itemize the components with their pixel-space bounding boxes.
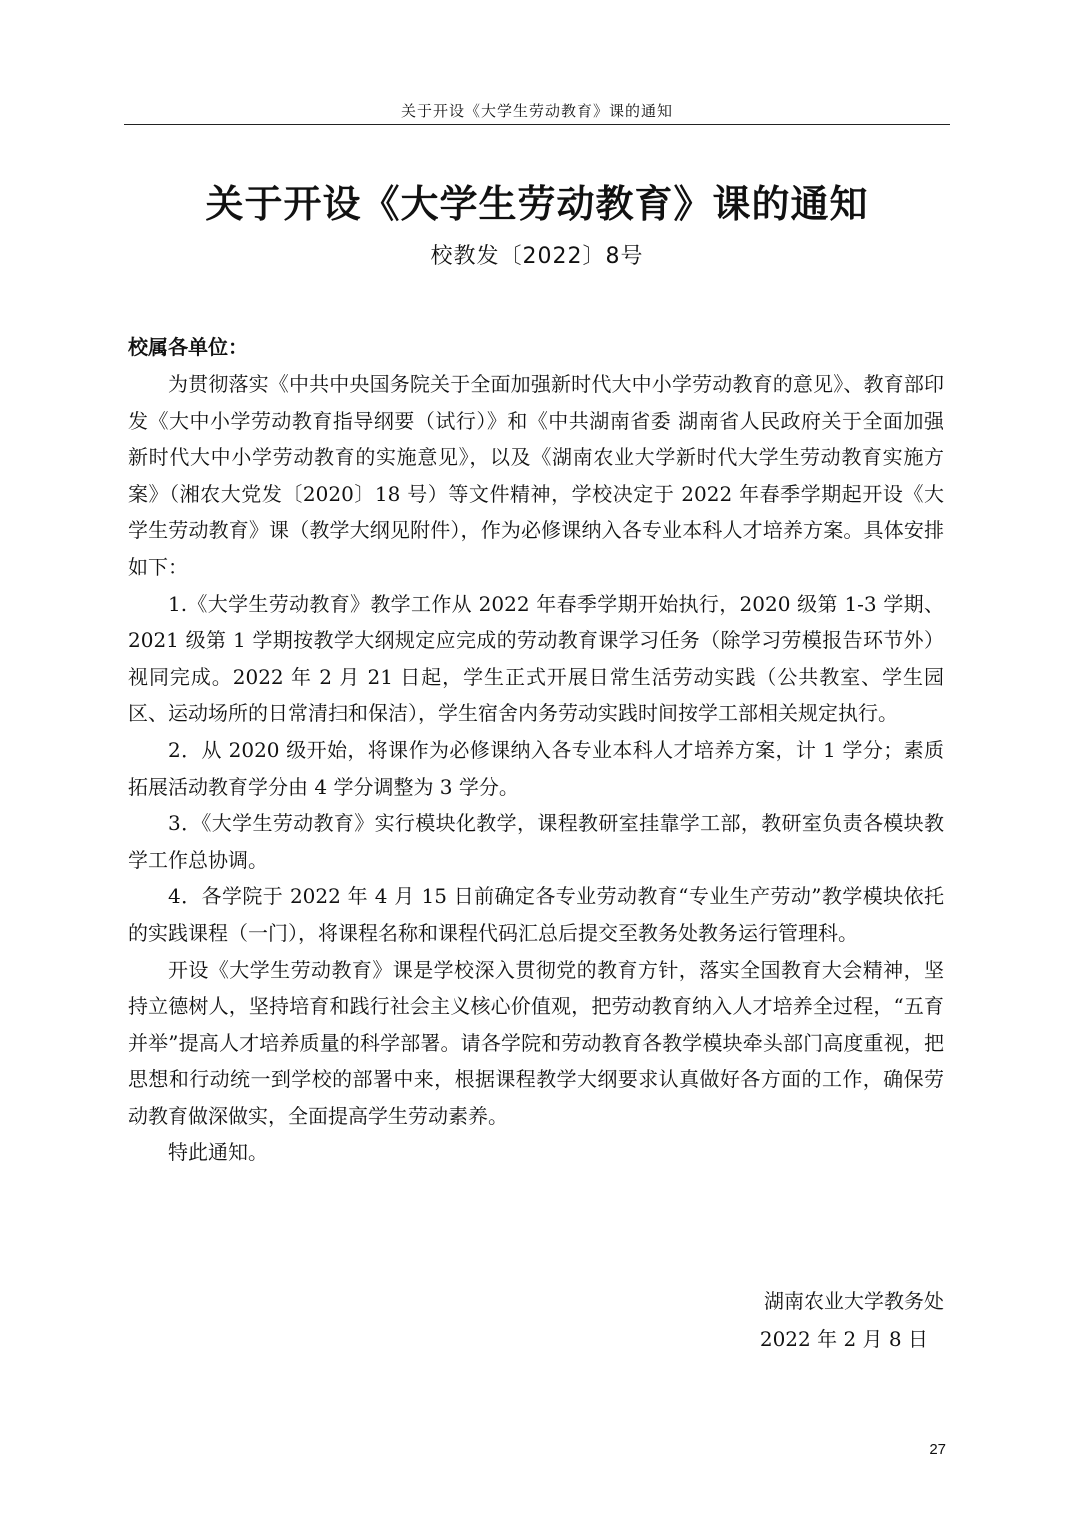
document-number: 校教发〔2022〕8号	[430, 244, 644, 269]
paragraph-item-1: 1.《大学生劳动教育》教学工作从 2022 年春季学期开始执行，2020 级第 1-3 学期、2021 级第 1 学期按教学大纲规定应完成的劳动教育课学习任务（除学习劳模报告环节外）视同完成。2022 年 2 月 21 日起，学生正式开展日常生活劳动实践（公共教室、学生园区、运动场所的日常清扫和保洁），学生宿舍内务劳动实践时间按学工部相关规定执行。	[128, 591, 944, 726]
paragraph-closing: 特此通知。	[168, 1140, 268, 1165]
signature-org: 湖南农业大学教务处	[764, 1289, 944, 1313]
header-divider	[124, 124, 950, 125]
running-header: 关于开设《大学生劳动教育》课的通知	[400, 102, 673, 120]
paragraph-item-2: 2．从 2020 级开始，将课作为必修课纳入各专业本科人才培养方案，计 1 学分；素质拓展活动教育学分由 4 学分调整为 3 学分。	[128, 737, 944, 799]
document-body	[128, 366, 944, 1171]
paragraph-item-4: 4．各学院于 2022 年 4 月 15 日前确定各专业劳动教育“专业生产劳动”教学模块依托的实践课程（一门），将课程名称和课程代码汇总后提交至教务处教务运行管理科。	[128, 884, 944, 945]
salutation: 校属各单位：	[128, 335, 248, 359]
page-number: 27	[929, 1441, 946, 1458]
paragraph-item-3: 3．《大学生劳动教育》实行模块化教学，课程教研室挂靠学工部，教研室负责各模块教学工作总协调。	[128, 811, 944, 872]
document-title: 关于开设《大学生劳动教育》课的通知	[205, 181, 869, 226]
signature-date: 2022 年 2 月 8 日	[759, 1327, 928, 1351]
paragraph-intro: 为贯彻落实《中共中央国务院关于全面加强新时代大中小学劳动教育的意见》、教育部印发《大中小学劳动教育指导纲要（试行）》和《中共湖南省委 湖南省人民政府关于全面加强新时代大中小学劳动教育的实施意见》，以及《湖南农业大学新时代大学生劳动教育实施方案》（湘农大党发〔2020〕18 号）等文件精神，学校决定于 2022 年春季学期起开设《大学生劳动教育》课（教学大纲见附件），作为必修课纳入各专业本科人才培养方案。具体安排如下：	[128, 372, 944, 579]
paragraph-conclusion: 开设《大学生劳动教育》课是学校深入贯彻党的教育方针，落实全国教育大会精神，坚持立德树人，坚持培育和践行社会主义核心价值观，把劳动教育纳入人才培养全过程，“五育并举”提高人才培养质量的科学部署。请各学院和劳动教育各教学模块牵头部门高度重视，把思想和行动统一到学校的部署中来，根据课程教学大纲要求认真做好各方面的工作，确保劳动教育做深做实，全面提高学生劳动素养。	[128, 957, 944, 1128]
signature-block	[760, 1282, 944, 1358]
